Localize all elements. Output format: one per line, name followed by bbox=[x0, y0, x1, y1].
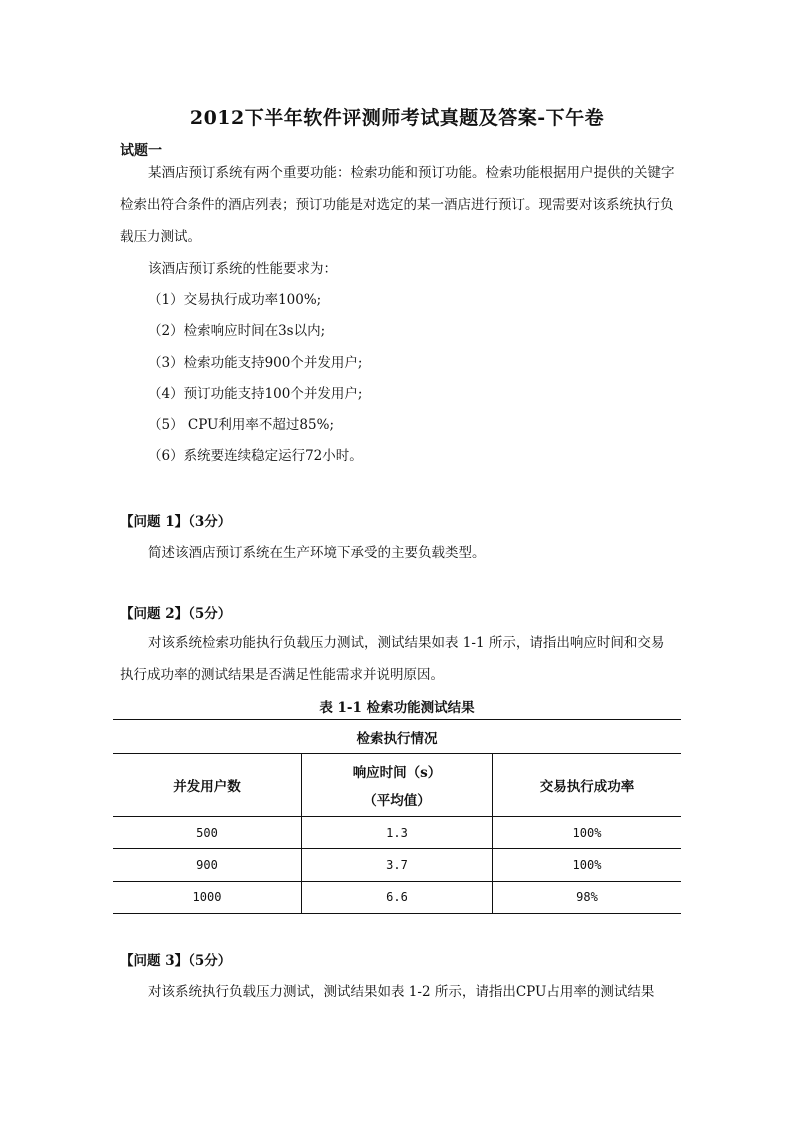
question-1-body: 简述该酒店预订系统在生产环境下承受的主要负载类型。 bbox=[148, 545, 486, 561]
requirements-intro: 该酒店预订系统的性能要求为： bbox=[148, 261, 337, 277]
search-result-table bbox=[113, 719, 681, 914]
question-1-heading: 【问题 1】（3分） bbox=[120, 514, 232, 530]
cell-response-time: 6.6 bbox=[302, 881, 493, 913]
cell-users: 500 bbox=[113, 817, 302, 849]
requirement-item: （4）预订功能支持100个并发用户; bbox=[148, 385, 363, 402]
cell-users: 1000 bbox=[113, 881, 302, 913]
table-row bbox=[113, 817, 681, 849]
question-2-body: 对该系统检索功能执行负载压力测试，测试结果如表 1-1 所示，请指出响应时间和交易执行成功率的测试结果是否满足性能需求并说明原因。 bbox=[120, 635, 665, 683]
cell-success-rate: 100% bbox=[493, 849, 682, 881]
column-header-response-time-label: 响应时间（s） bbox=[352, 765, 442, 781]
table-caption: 表 1-1 检索功能测试结果 bbox=[319, 700, 475, 716]
question-3-body: 对该系统执行负载压力测试，测试结果如表 1-2 所示，请指出CPU占用率的测试结果 bbox=[148, 984, 655, 1000]
cell-response-time: 1.3 bbox=[302, 817, 493, 849]
requirement-item: （6）系统要连续稳定运行72小时。 bbox=[148, 448, 363, 465]
question-2-heading: 【问题 2】（5分） bbox=[120, 606, 232, 622]
table-row bbox=[113, 849, 681, 881]
requirement-item: （5） CPU利用率不超过85%; bbox=[148, 417, 334, 434]
requirements-list bbox=[148, 285, 363, 473]
question-3-heading: 【问题 3】（5分） bbox=[120, 953, 232, 969]
column-header-success-rate: 交易执行成功率 bbox=[493, 754, 682, 817]
cell-users: 900 bbox=[113, 849, 302, 881]
intro-paragraph: 某酒店预订系统有两个重要功能：检索功能和预订功能。检索功能根据用户提供的关键字检索出符合条件的酒店列表；预订功能是对选定的某一酒店进行预订。现需要对该系统执行负载压力测试。 bbox=[120, 165, 675, 245]
requirement-item: （2）检索响应时间在3s以内; bbox=[148, 323, 326, 340]
requirement-item: （1）交易执行成功率100%; bbox=[148, 292, 322, 308]
document-title: 2012下半年软件评测师考试真题及答案-下午卷 bbox=[189, 107, 605, 129]
cell-response-time: 3.7 bbox=[302, 849, 493, 881]
requirement-item: （3）检索功能支持900个并发用户; bbox=[148, 354, 363, 371]
section-heading: 试题一 bbox=[120, 143, 162, 159]
cell-success-rate: 100% bbox=[493, 817, 682, 849]
column-header-users: 并发用户数 bbox=[113, 754, 302, 817]
cell-success-rate: 98% bbox=[493, 881, 682, 913]
column-header-response-time bbox=[302, 754, 493, 817]
table-row bbox=[113, 881, 681, 913]
table-span-header: 检索执行情况 bbox=[113, 720, 681, 754]
column-header-response-time-sub: （平均值） bbox=[363, 793, 431, 809]
